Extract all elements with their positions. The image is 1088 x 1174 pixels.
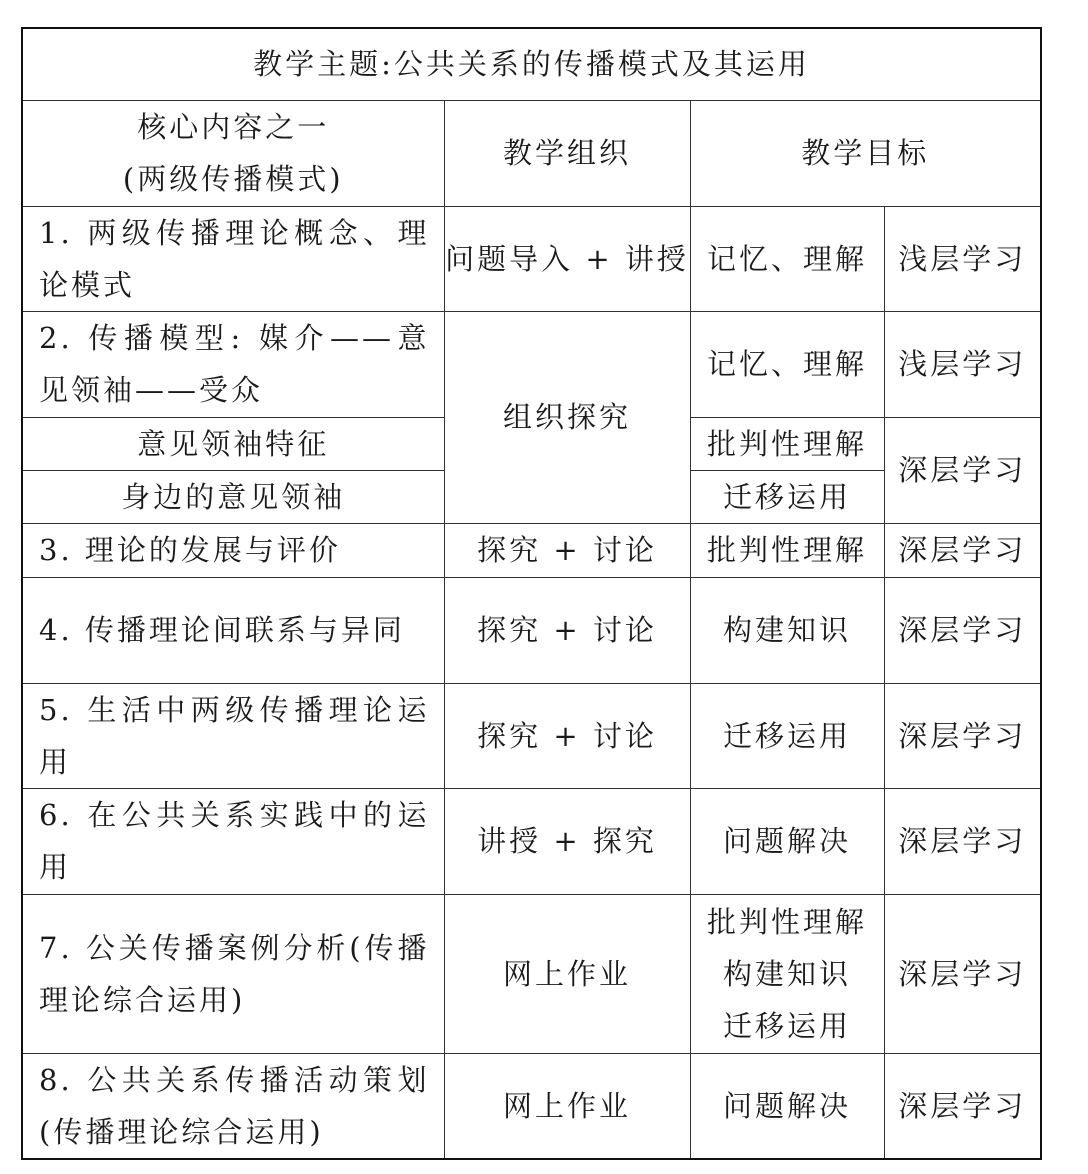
header-organization: 教学组织 xyxy=(444,100,690,206)
row-organization: 探究 + 讨论 xyxy=(444,523,690,577)
row-content: 5. 生活中两级传播理论运用 xyxy=(22,683,444,788)
row-cognition: 记忆、理解 xyxy=(690,311,884,417)
row-content: 身边的意见领袖 xyxy=(22,470,444,523)
header-content-line1: 核心内容之一 xyxy=(137,110,330,144)
row-cognition xyxy=(690,894,884,1053)
row-level: 浅层学习 xyxy=(884,206,1041,311)
row-content: 3. 理论的发展与评价 xyxy=(22,523,444,577)
row-content: 1. 两级传播理论概念、理论模式 xyxy=(22,206,444,311)
row-cognition-line: 批判性理解 xyxy=(706,904,867,939)
row-cognition-line: 构建知识 xyxy=(722,956,851,991)
header-content xyxy=(22,100,444,206)
table-row xyxy=(22,206,1041,311)
title-row xyxy=(22,28,1041,100)
table-row xyxy=(22,683,1041,788)
row-cognition: 迁移运用 xyxy=(690,683,884,788)
row-content: 6. 在公共关系实践中的运用 xyxy=(22,788,444,894)
table-row xyxy=(22,523,1041,577)
table-row xyxy=(22,788,1041,894)
header-content-line2: (两级传播模式) xyxy=(122,162,344,196)
row-level: 深层学习 xyxy=(884,1053,1041,1159)
row-level: 深层学习 xyxy=(884,683,1041,788)
table-row xyxy=(22,1053,1041,1159)
row-level: 深层学习 xyxy=(884,788,1041,894)
row-organization: 探究 + 讨论 xyxy=(444,683,690,788)
row-content: 8. 公共关系传播活动策划(传播理论综合运用) xyxy=(22,1053,444,1159)
row-cognition: 批判性理解 xyxy=(690,523,884,577)
table-row xyxy=(22,577,1041,683)
row-level: 深层学习 xyxy=(884,417,1041,523)
row-cognition: 构建知识 xyxy=(690,577,884,683)
row-content: 7. 公关传播案例分析(传播理论综合运用) xyxy=(22,894,444,1053)
row-cognition: 迁移运用 xyxy=(690,470,884,523)
row-organization: 组织探究 xyxy=(444,311,690,523)
row-level: 浅层学习 xyxy=(884,311,1041,417)
row-organization: 问题导入 + 讲授 xyxy=(444,206,690,311)
row-cognition: 问题解决 xyxy=(690,788,884,894)
row-organization: 探究 + 讨论 xyxy=(444,577,690,683)
row-level: 深层学习 xyxy=(884,577,1041,683)
row-cognition: 批判性理解 xyxy=(690,417,884,470)
row-content: 2. 传播模型: 媒介——意见领袖——受众 xyxy=(22,311,444,417)
curriculum-table xyxy=(21,27,1042,1160)
row-content: 意见领袖特征 xyxy=(22,417,444,470)
row-organization: 网上作业 xyxy=(444,894,690,1053)
header-row xyxy=(22,100,1041,206)
row-content: 4. 传播理论间联系与异同 xyxy=(22,577,444,683)
row-cognition: 问题解决 xyxy=(690,1053,884,1159)
row-organization: 讲授 + 探究 xyxy=(444,788,690,894)
row-cognition: 记忆、理解 xyxy=(690,206,884,311)
table-row xyxy=(22,894,1041,1053)
row-cognition-line: 迁移运用 xyxy=(722,1008,851,1043)
table-row xyxy=(22,311,1041,417)
header-goal: 教学目标 xyxy=(690,100,1041,206)
row-organization: 网上作业 xyxy=(444,1053,690,1159)
table-title: 教学主题:公共关系的传播模式及其运用 xyxy=(22,28,1041,100)
row-level: 深层学习 xyxy=(884,523,1041,577)
row-level: 深层学习 xyxy=(884,894,1041,1053)
